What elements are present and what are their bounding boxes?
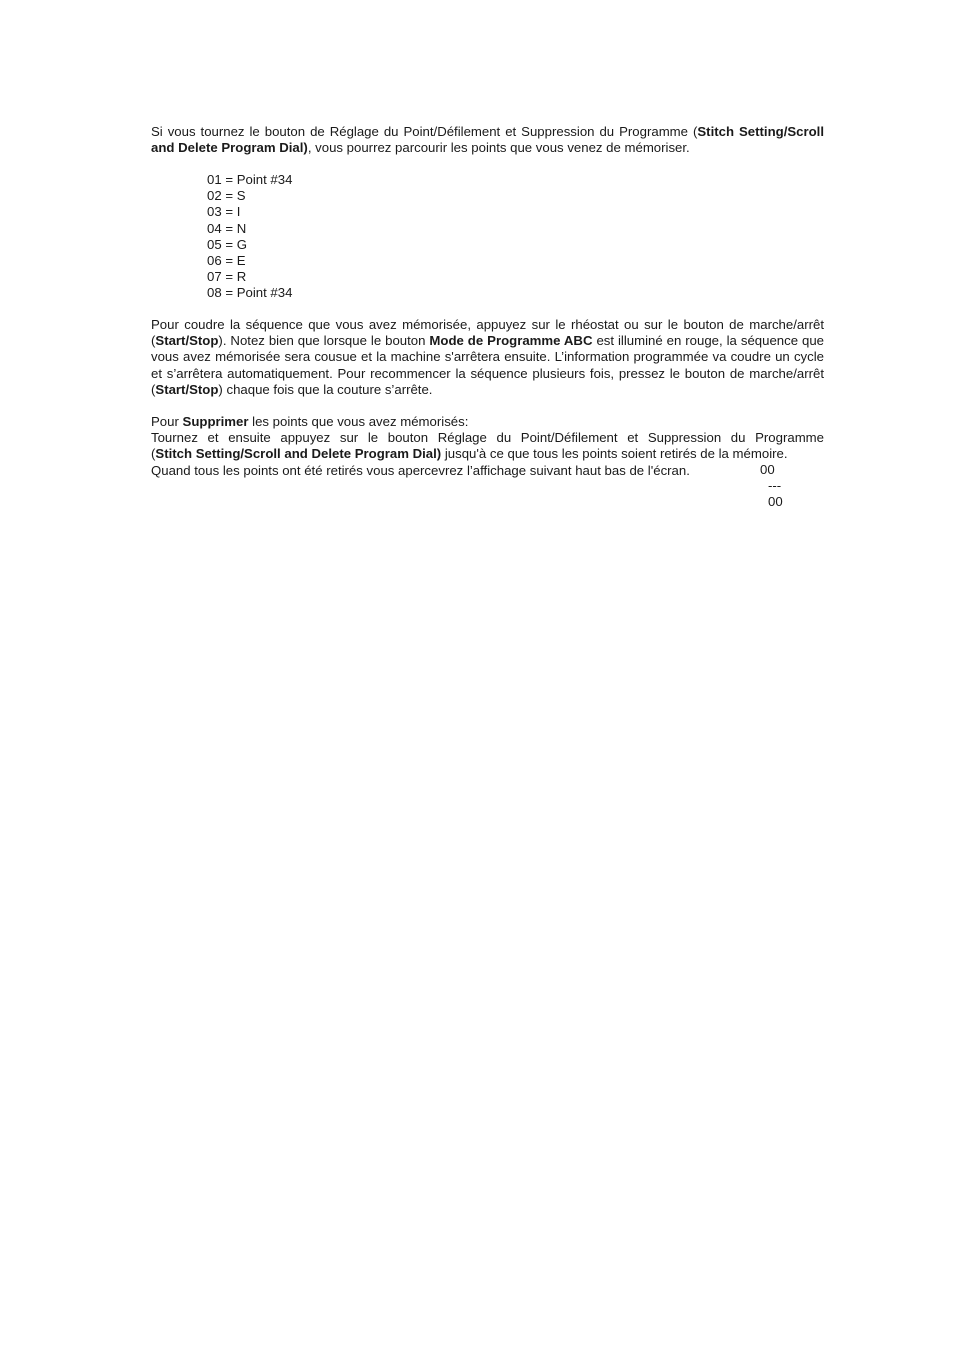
list-item: 04 = N bbox=[207, 220, 247, 236]
delete-result-line: Quand tous les points ont été retirés vous apercevrez l’affichage suivant haut bas de l'écran. bbox=[151, 462, 690, 478]
bold-dial-name: Stitch Setting/Scroll and Delete Program Dial) bbox=[155, 446, 442, 462]
list-item: 06 = E bbox=[207, 252, 246, 268]
text: est illuminé en rouge, la séquence que vous avez mémorisée sera cousue et la machine s'arrêtera ensuite. L’information programmée va coudre un cycle et s’arrêtera automatiquement. Pour recommencer la séquence plusieurs fois, pressez le bouton de marche/arrêt ( bbox=[151, 333, 824, 397]
text: Pour coudre la séquence que vous avez mémorisée, appuyez sur le rhéostat ou sur le bouton de marche/arrêt ( bbox=[151, 317, 824, 349]
text: , vous pourrez parcourir les points que vous venez de mémoriser. bbox=[307, 140, 690, 156]
list-item: 08 = Point #34 bbox=[207, 285, 293, 301]
display-separator: --- bbox=[768, 478, 782, 494]
display-bottom-value: 00 bbox=[768, 494, 783, 510]
text: ). Notez bien que lorsque le bouton bbox=[218, 333, 430, 349]
bold-mode-abc: Mode de Programme ABC bbox=[429, 333, 593, 349]
delete-instruction-line: Tournez et ensuite appuyez sur le bouton Réglage du Point/Défilement et Suppression du Programme bbox=[151, 430, 824, 446]
text: Si vous tournez le bouton de Réglage du Point/Défilement et Suppression du Programme ( bbox=[151, 124, 698, 139]
delete-intro-line bbox=[151, 414, 831, 430]
bold-dial-name: Stitch Setting/Scroll and Delete Program Dial) bbox=[151, 124, 825, 156]
text: ) chaque fois que la couture s’arrête. bbox=[218, 381, 433, 397]
bold-supprimer: Supprimer bbox=[182, 414, 249, 429]
text: jusqu'à ce que tous les points soient retirés de la mémoire. bbox=[441, 446, 788, 462]
display-top-value: 00 bbox=[760, 462, 775, 477]
text: ( bbox=[151, 446, 156, 462]
text: les points que vous avez mémorisés: bbox=[248, 414, 469, 429]
paragraph-scroll-stitches bbox=[151, 124, 824, 156]
delete-dial-line bbox=[151, 446, 831, 462]
paragraph-delete-stitches bbox=[151, 414, 831, 479]
bold-start-stop: Start/Stop bbox=[155, 381, 219, 397]
bold-start-stop: Start/Stop bbox=[155, 333, 219, 349]
screen-display-readout bbox=[760, 462, 783, 511]
list-item: 01 = Point #34 bbox=[207, 172, 293, 187]
list-item: 07 = R bbox=[207, 269, 247, 285]
list-item: 03 = I bbox=[207, 204, 241, 220]
list-item: 05 = G bbox=[207, 236, 247, 252]
text: Pour bbox=[151, 414, 183, 429]
stitch-memory-list bbox=[207, 172, 292, 302]
paragraph-sew-sequence bbox=[151, 317, 824, 398]
list-item: 02 = S bbox=[207, 188, 246, 204]
